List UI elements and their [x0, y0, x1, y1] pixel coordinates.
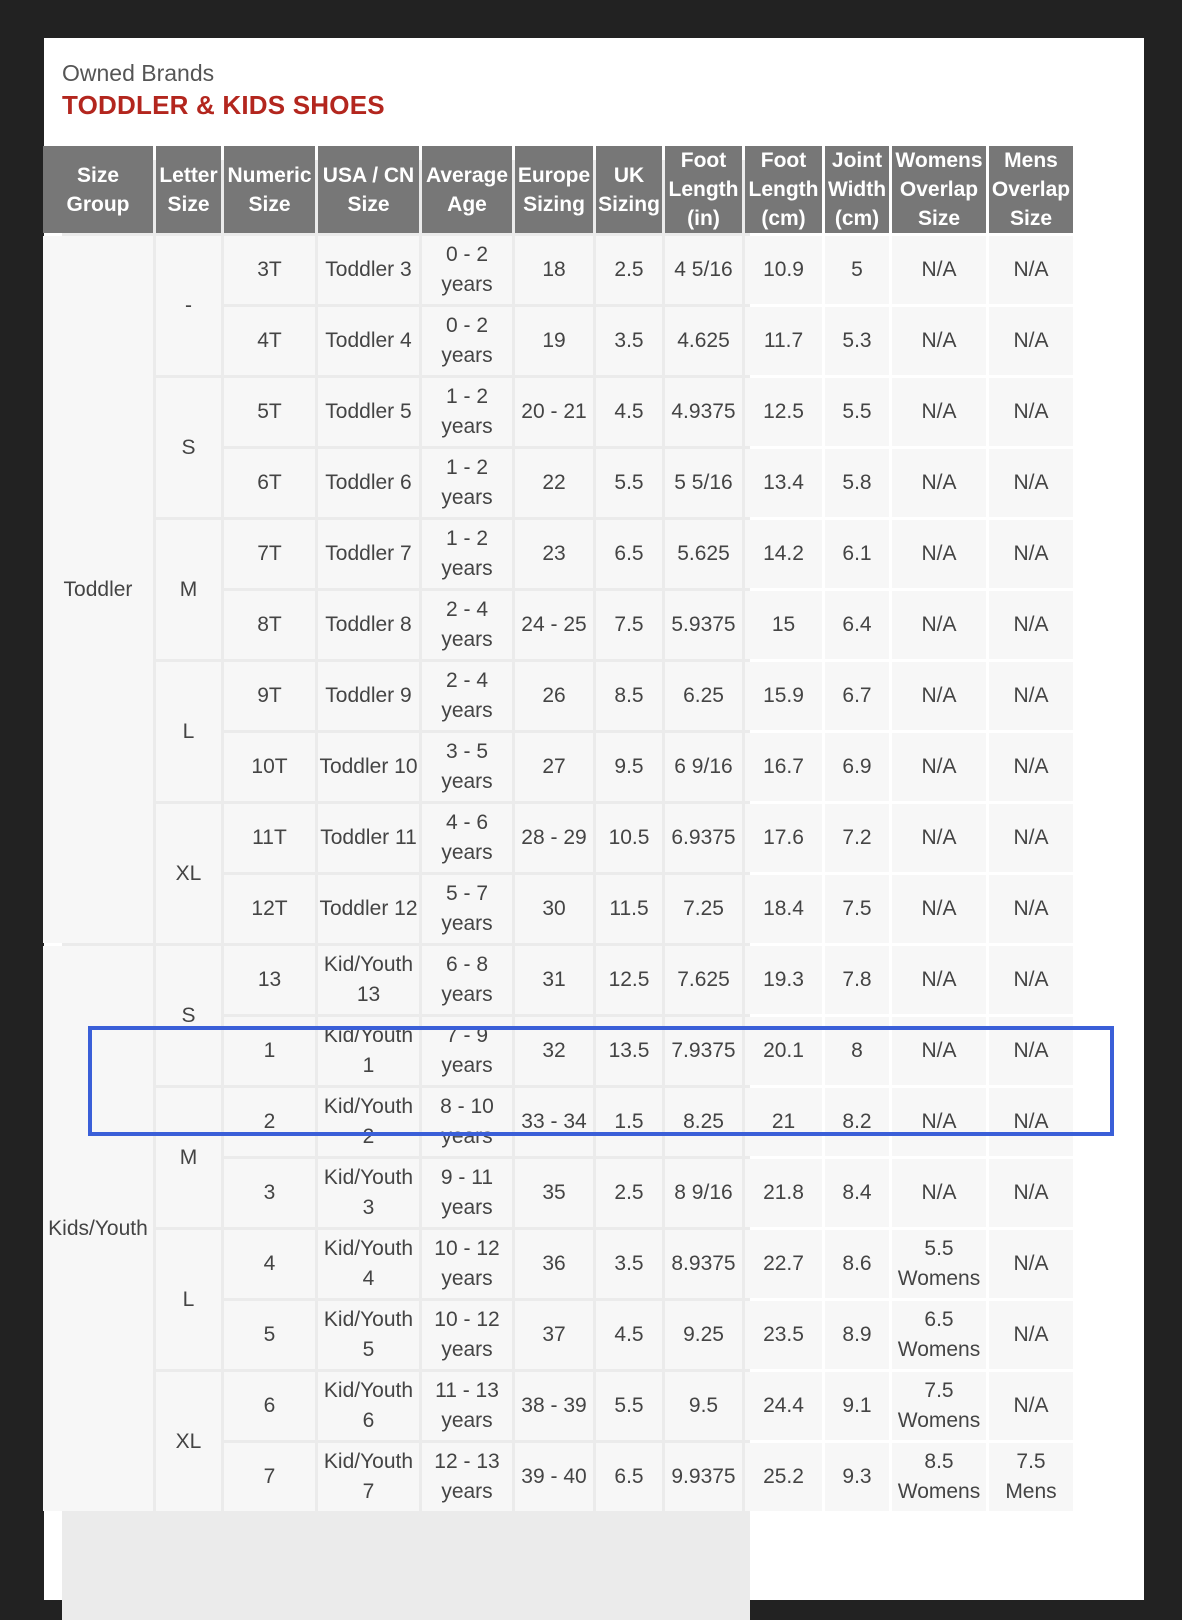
- size-chart-table-wrapper: [40, 143, 1076, 1514]
- table-cell: 2: [224, 1088, 315, 1156]
- table-cell: 19: [515, 307, 593, 375]
- table-cell: 6.5: [596, 520, 662, 588]
- table-cell: 27: [515, 733, 593, 801]
- table-cell: 6.5 Womens: [892, 1301, 986, 1369]
- table-cell: 30: [515, 875, 593, 943]
- table-cell: 5: [224, 1301, 315, 1369]
- column-header: Letter Size: [156, 146, 221, 233]
- table-cell: N/A: [892, 1159, 986, 1227]
- letter-size-cell: S: [156, 946, 221, 1085]
- column-header: Numeric Size: [224, 146, 315, 233]
- table-cell: 5.5 Womens: [892, 1230, 986, 1298]
- table-cell: N/A: [892, 449, 986, 517]
- table-cell: 26: [515, 662, 593, 730]
- table-cell: Kid/Youth 6: [318, 1372, 419, 1440]
- table-cell: Toddler 8: [318, 591, 419, 659]
- table-cell: 19.3: [745, 946, 822, 1014]
- table-cell: Toddler 6: [318, 449, 419, 517]
- table-cell: 4.5: [596, 378, 662, 446]
- table-cell: N/A: [989, 1372, 1073, 1440]
- table-cell: Toddler 11: [318, 804, 419, 872]
- table-cell: 7.5 Mens: [989, 1443, 1073, 1511]
- table-cell: 3.5: [596, 1230, 662, 1298]
- table-cell: 38 - 39: [515, 1372, 593, 1440]
- table-cell: 25.2: [745, 1443, 822, 1511]
- table-cell: 7: [224, 1443, 315, 1511]
- table-cell: 11T: [224, 804, 315, 872]
- table-cell: 5.8: [825, 449, 889, 517]
- table-cell: 5.3: [825, 307, 889, 375]
- table-cell: 1.5: [596, 1088, 662, 1156]
- table-cell: N/A: [989, 307, 1073, 375]
- table-cell: N/A: [989, 875, 1073, 943]
- table-cell: 1 - 2 years: [422, 378, 512, 446]
- table-cell: N/A: [892, 733, 986, 801]
- table-cell: 7.8: [825, 946, 889, 1014]
- table-cell: 4 5/16: [665, 236, 742, 304]
- size-group-cell: Kids/Youth: [43, 946, 153, 1511]
- table-cell: 5 - 7 years: [422, 875, 512, 943]
- table-cell: 7.2: [825, 804, 889, 872]
- table-cell: N/A: [989, 378, 1073, 446]
- table-cell: 3T: [224, 236, 315, 304]
- table-cell: 12.5: [596, 946, 662, 1014]
- letter-size-cell: L: [156, 662, 221, 801]
- table-cell: 8.5: [596, 662, 662, 730]
- table-cell: 3: [224, 1159, 315, 1227]
- column-header: Mens Overlap Size: [989, 146, 1073, 233]
- table-cell: 6.5: [596, 1443, 662, 1511]
- table-cell: 4T: [224, 307, 315, 375]
- table-cell: 4.5: [596, 1301, 662, 1369]
- table-cell: 8.9: [825, 1301, 889, 1369]
- table-cell: N/A: [892, 520, 986, 588]
- table-cell: 17.6: [745, 804, 822, 872]
- table-cell: 6.1: [825, 520, 889, 588]
- table-cell: N/A: [989, 1159, 1073, 1227]
- table-cell: 4.625: [665, 307, 742, 375]
- table-cell: 9T: [224, 662, 315, 730]
- table-cell: 2.5: [596, 236, 662, 304]
- column-header: Foot Length (in): [665, 146, 742, 233]
- table-cell: 8 9/16: [665, 1159, 742, 1227]
- table-cell: 10 - 12 years: [422, 1230, 512, 1298]
- table-cell: 8.9375: [665, 1230, 742, 1298]
- table-cell: 8.5 Womens: [892, 1443, 986, 1511]
- table-cell: N/A: [892, 378, 986, 446]
- table-cell: Kid/Youth 7: [318, 1443, 419, 1511]
- table-cell: 8.2: [825, 1088, 889, 1156]
- table-cell: Toddler 5: [318, 378, 419, 446]
- table-cell: 32: [515, 1017, 593, 1085]
- table-cell: 21: [745, 1088, 822, 1156]
- table-cell: 5.5: [596, 1372, 662, 1440]
- table-cell: N/A: [989, 1088, 1073, 1156]
- table-cell: N/A: [892, 236, 986, 304]
- column-header: Europe Sizing: [515, 146, 593, 233]
- table-cell: 7.5: [825, 875, 889, 943]
- table-cell: N/A: [989, 591, 1073, 659]
- table-cell: 13.5: [596, 1017, 662, 1085]
- table-cell: 5T: [224, 378, 315, 446]
- table-row: [43, 378, 1073, 446]
- column-header: USA / CN Size: [318, 146, 419, 233]
- table-cell: 11 - 13 years: [422, 1372, 512, 1440]
- table-cell: Toddler 7: [318, 520, 419, 588]
- highlight-box: [88, 1026, 1114, 1136]
- table-cell: 2 - 4 years: [422, 662, 512, 730]
- table-cell: 12T: [224, 875, 315, 943]
- table-row: [43, 1230, 1073, 1298]
- table-cell: 4: [224, 1230, 315, 1298]
- table-cell: 9.25: [665, 1301, 742, 1369]
- table-cell: 13.4: [745, 449, 822, 517]
- table-cell: 0 - 2 years: [422, 307, 512, 375]
- column-header: Foot Length (cm): [745, 146, 822, 233]
- table-cell: 24 - 25: [515, 591, 593, 659]
- table-cell: 5.625: [665, 520, 742, 588]
- letter-size-cell: -: [156, 236, 221, 375]
- table-cell: 6: [224, 1372, 315, 1440]
- table-cell: N/A: [989, 1230, 1073, 1298]
- table-cell: 10 - 12 years: [422, 1301, 512, 1369]
- size-group-cell: Toddler: [43, 236, 153, 943]
- table-cell: 15.9: [745, 662, 822, 730]
- table-cell: 5.5: [825, 378, 889, 446]
- table-cell: 15: [745, 591, 822, 659]
- table-cell: Toddler 3: [318, 236, 419, 304]
- table-cell: 1: [224, 1017, 315, 1085]
- table-cell: 3.5: [596, 307, 662, 375]
- table-cell: Kid/Youth 4: [318, 1230, 419, 1298]
- table-cell: N/A: [989, 662, 1073, 730]
- table-cell: 7.9375: [665, 1017, 742, 1085]
- table-cell: 35: [515, 1159, 593, 1227]
- letter-size-cell: S: [156, 378, 221, 517]
- table-cell: 2.5: [596, 1159, 662, 1227]
- table-cell: N/A: [989, 520, 1073, 588]
- table-cell: Toddler 9: [318, 662, 419, 730]
- table-cell: 39 - 40: [515, 1443, 593, 1511]
- table-cell: 37: [515, 1301, 593, 1369]
- table-cell: Kid/Youth 2: [318, 1088, 419, 1156]
- table-cell: 7 - 9 years: [422, 1017, 512, 1085]
- column-header: Size Group: [43, 146, 153, 233]
- table-cell: 8T: [224, 591, 315, 659]
- table-cell: 36: [515, 1230, 593, 1298]
- table-cell: 8.25: [665, 1088, 742, 1156]
- table-cell: 22.7: [745, 1230, 822, 1298]
- letter-size-cell: M: [156, 520, 221, 659]
- table-cell: 18.4: [745, 875, 822, 943]
- table-cell: 23.5: [745, 1301, 822, 1369]
- table-cell: 12.5: [745, 378, 822, 446]
- table-cell: 8 - 10 years: [422, 1088, 512, 1156]
- table-cell: 2 - 4 years: [422, 591, 512, 659]
- table-cell: 21.8: [745, 1159, 822, 1227]
- table-cell: 10.9: [745, 236, 822, 304]
- table-cell: N/A: [989, 733, 1073, 801]
- table-cell: N/A: [892, 804, 986, 872]
- table-cell: 8: [825, 1017, 889, 1085]
- table-cell: N/A: [892, 946, 986, 1014]
- table-cell: N/A: [989, 946, 1073, 1014]
- table-cell: 8.4: [825, 1159, 889, 1227]
- page-title: TODDLER & KIDS SHOES: [62, 90, 385, 120]
- table-cell: Kid/Youth 5: [318, 1301, 419, 1369]
- table-header-row: [43, 146, 1073, 233]
- table-cell: 12 - 13 years: [422, 1443, 512, 1511]
- table-cell: 6 9/16: [665, 733, 742, 801]
- table-cell: 4 - 6 years: [422, 804, 512, 872]
- table-cell: 1 - 2 years: [422, 520, 512, 588]
- table-cell: 6.4: [825, 591, 889, 659]
- table-cell: 9.5: [596, 733, 662, 801]
- table-cell: N/A: [989, 449, 1073, 517]
- table-row: [43, 1372, 1073, 1440]
- table-cell: Toddler 4: [318, 307, 419, 375]
- table-row: [43, 520, 1073, 588]
- table-cell: Kid/Youth 13: [318, 946, 419, 1014]
- table-cell: 33 - 34: [515, 1088, 593, 1156]
- table-cell: 20.1: [745, 1017, 822, 1085]
- table-cell: 16.7: [745, 733, 822, 801]
- table-cell: 9 - 11 years: [422, 1159, 512, 1227]
- table-cell: N/A: [892, 662, 986, 730]
- table-cell: 10.5: [596, 804, 662, 872]
- table-cell: 0 - 2 years: [422, 236, 512, 304]
- column-header: Joint Width (cm): [825, 146, 889, 233]
- table-cell: 13: [224, 946, 315, 1014]
- table-cell: Toddler 10: [318, 733, 419, 801]
- letter-size-cell: M: [156, 1088, 221, 1227]
- table-cell: 7.625: [665, 946, 742, 1014]
- table-cell: 6.9375: [665, 804, 742, 872]
- table-cell: 22: [515, 449, 593, 517]
- table-cell: N/A: [892, 1017, 986, 1085]
- table-cell: 14.2: [745, 520, 822, 588]
- table-cell: 31: [515, 946, 593, 1014]
- table-cell: N/A: [989, 1301, 1073, 1369]
- table-row: [43, 236, 1073, 304]
- table-cell: 6.25: [665, 662, 742, 730]
- table-cell: 24.4: [745, 1372, 822, 1440]
- table-cell: 6.9: [825, 733, 889, 801]
- table-cell: 7.5 Womens: [892, 1372, 986, 1440]
- table-row: [43, 946, 1073, 1014]
- table-cell: Kid/Youth 3: [318, 1159, 419, 1227]
- table-cell: N/A: [989, 1017, 1073, 1085]
- table-cell: 11.5: [596, 875, 662, 943]
- table-cell: 9.3: [825, 1443, 889, 1511]
- table-row: [43, 662, 1073, 730]
- table-cell: 1 - 2 years: [422, 449, 512, 517]
- table-cell: 4.9375: [665, 378, 742, 446]
- table-cell: N/A: [892, 875, 986, 943]
- letter-size-cell: XL: [156, 804, 221, 943]
- table-cell: 18: [515, 236, 593, 304]
- table-cell: 9.9375: [665, 1443, 742, 1511]
- table-cell: 5 5/16: [665, 449, 742, 517]
- table-cell: Toddler 12: [318, 875, 419, 943]
- table-cell: 7.25: [665, 875, 742, 943]
- table-cell: 3 - 5 years: [422, 733, 512, 801]
- table-cell: 9.1: [825, 1372, 889, 1440]
- table-cell: 5: [825, 236, 889, 304]
- table-cell: 5.5: [596, 449, 662, 517]
- table-cell: 8.6: [825, 1230, 889, 1298]
- table-cell: 6 - 8 years: [422, 946, 512, 1014]
- table-cell: 20 - 21: [515, 378, 593, 446]
- table-cell: N/A: [989, 236, 1073, 304]
- table-cell: 28 - 29: [515, 804, 593, 872]
- column-header: UK Sizing: [596, 146, 662, 233]
- letter-size-cell: L: [156, 1230, 221, 1369]
- table-cell: 10T: [224, 733, 315, 801]
- column-header: Average Age: [422, 146, 512, 233]
- table-cell: N/A: [892, 591, 986, 659]
- table-cell: N/A: [892, 307, 986, 375]
- table-cell: Kid/Youth 1: [318, 1017, 419, 1085]
- table-cell: 6.7: [825, 662, 889, 730]
- table-row: [43, 804, 1073, 872]
- table-cell: 6T: [224, 449, 315, 517]
- brand-subtitle: Owned Brands: [62, 60, 215, 86]
- table-cell: 7T: [224, 520, 315, 588]
- size-chart-table: [40, 143, 1076, 1514]
- table-cell: 23: [515, 520, 593, 588]
- table-cell: 11.7: [745, 307, 822, 375]
- table-cell: N/A: [989, 804, 1073, 872]
- column-header: Womens Overlap Size: [892, 146, 986, 233]
- table-cell: 5.9375: [665, 591, 742, 659]
- table-cell: 7.5: [596, 591, 662, 659]
- table-cell: 9.5: [665, 1372, 742, 1440]
- table-cell: N/A: [892, 1088, 986, 1156]
- letter-size-cell: XL: [156, 1372, 221, 1511]
